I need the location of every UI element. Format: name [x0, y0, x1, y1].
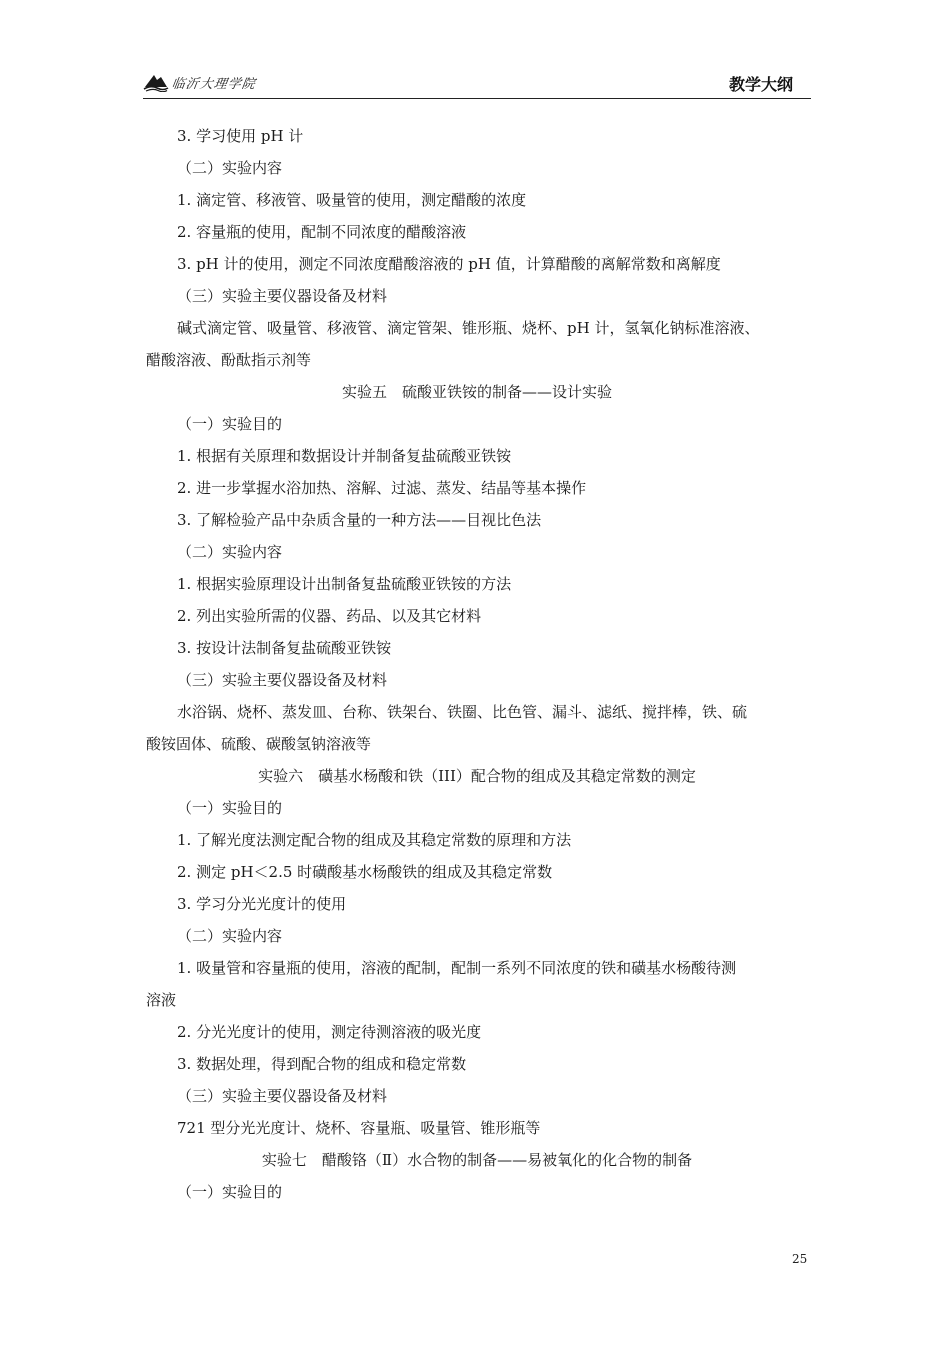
- logo-text: 临沂大理学院: [170, 76, 257, 92]
- text-line: 1. 吸量管和容量瓶的使用，溶液的配制，配制一系列不同浓度的铁和磺基水杨酸待测: [177, 959, 737, 977]
- logo-emblem-icon: [143, 72, 169, 92]
- experiment-title: 实验六 磺基水杨酸和铁（III）配合物的组成及其稳定常数的测定: [258, 767, 696, 785]
- text-line: 3. 学习使用 pH 计: [177, 127, 304, 145]
- text-line: 2. 进一步掌握水浴加热、溶解、过滤、蒸发、结晶等基本操作: [177, 479, 587, 497]
- text-line: 3. pH 计的使用，测定不同浓度醋酸溶液的 pH 值，计算醋酸的离解常数和离解度: [177, 255, 721, 273]
- section-heading: （三）实验主要仪器设备及材料: [177, 1087, 388, 1105]
- section-heading: （三）实验主要仪器设备及材料: [177, 287, 388, 305]
- text-line: 3. 学习分光光度计的使用: [177, 895, 347, 913]
- text-line: 1. 了解光度法测定配合物的组成及其稳定常数的原理和方法: [177, 831, 572, 849]
- text-line: 3. 了解检验产品中杂质含量的一种方法——目视比色法: [177, 511, 542, 529]
- text-line: 碱式滴定管、吸量管、移液管、滴定管架、锥形瓶、烧杯、pH 计，氢氧化钠标准溶液、: [177, 319, 760, 337]
- header-title: 教学大纲: [728, 75, 793, 94]
- section-heading: （一）实验目的: [177, 415, 283, 433]
- section-heading: （二）实验内容: [177, 159, 283, 177]
- section-heading: （二）实验内容: [177, 543, 283, 561]
- text-line: 2. 列出实验所需的仪器、药品、以及其它材料: [177, 607, 482, 625]
- section-heading: （二）实验内容: [177, 927, 283, 945]
- text-line: 溶液: [146, 991, 177, 1009]
- text-line: 2. 分光光度计的使用，测定待测溶液的吸光度: [177, 1023, 482, 1041]
- text-line: 酸铵固体、硫酸、碳酸氢钠溶液等: [146, 735, 372, 753]
- text-line: 1. 滴定管、移液管、吸量管的使用，测定醋酸的浓度: [177, 191, 527, 209]
- text-line: 醋酸溶液、酚酞指示剂等: [146, 351, 312, 369]
- experiment-title: 实验五 硫酸亚铁铵的制备——设计实验: [341, 383, 612, 401]
- text-line: 3. 按设计法制备复盐硫酸亚铁铵: [177, 639, 392, 657]
- page-header: [143, 68, 811, 99]
- section-heading: （三）实验主要仪器设备及材料: [177, 671, 388, 689]
- section-heading: （一）实验目的: [177, 799, 283, 817]
- experiment-title: 实验七 醋酸铬（Ⅱ）水合物的制备——易被氧化的化合物的制备: [261, 1151, 693, 1169]
- text-line: 1. 根据实验原理设计出制备复盐硫酸亚铁铵的方法: [177, 575, 512, 593]
- text-line: 1. 根据有关原理和数据设计并制备复盐硫酸亚铁铵: [177, 447, 512, 465]
- text-line: 水浴锅、烧杯、蒸发皿、台称、铁架台、铁圈、比色管、漏斗、滤纸、搅拌棒，铁、硫: [177, 703, 748, 721]
- university-logo: [143, 70, 256, 94]
- page-number: 25: [792, 1252, 808, 1266]
- text-line: 3. 数据处理，得到配合物的组成和稳定常数: [177, 1055, 467, 1073]
- text-line: 2. 容量瓶的使用，配制不同浓度的醋酸溶液: [177, 223, 467, 241]
- section-heading: （一）实验目的: [177, 1183, 283, 1201]
- text-line: 2. 测定 pH＜2.5 时磺酸基水杨酸铁的组成及其稳定常数: [177, 863, 553, 881]
- text-line: 721 型分光光度计、烧杯、容量瓶、吸量管、锥形瓶等: [177, 1119, 541, 1137]
